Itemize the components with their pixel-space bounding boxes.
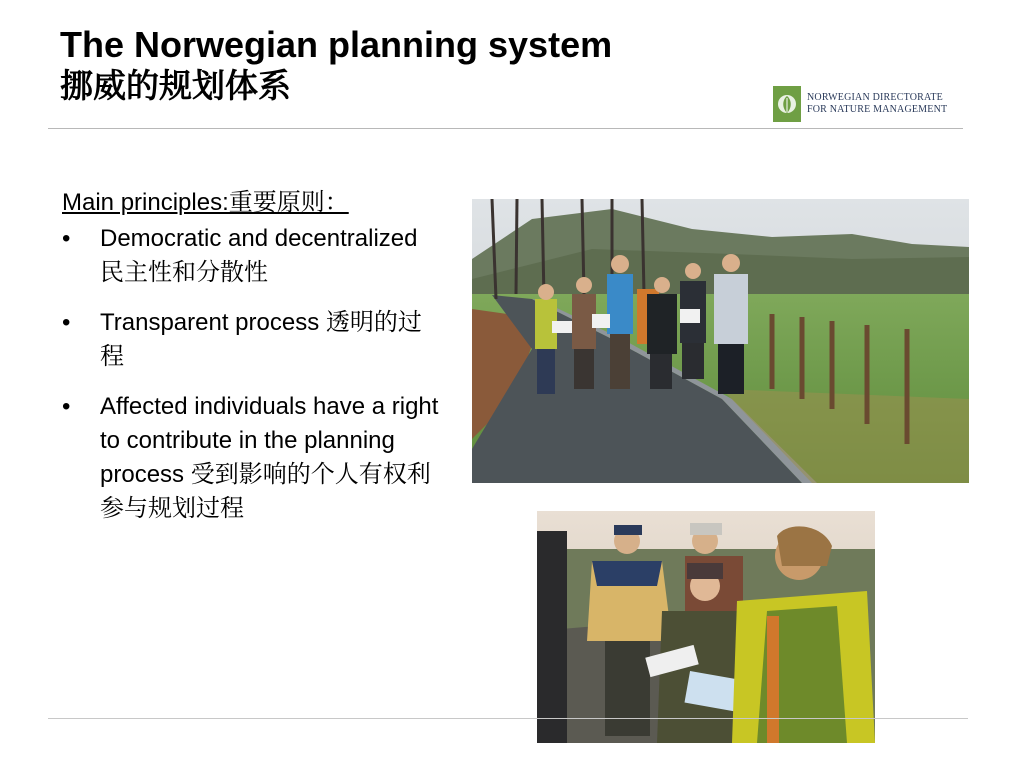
photo-map-reading-group: [537, 511, 875, 743]
leaf-logo-icon: [773, 86, 801, 122]
principles-heading: Main principles:重要原则：: [62, 189, 349, 216]
logo-line-2: FOR NATURE MANAGEMENT: [807, 104, 948, 115]
title-english: The Norwegian planning system: [60, 24, 613, 65]
photo-field-visit-road: [472, 199, 969, 483]
list-item: • Transparent process 透明的过程: [62, 306, 442, 374]
slide-title: [60, 25, 612, 107]
principles-list: [62, 222, 442, 526]
title-chinese: 挪威的规划体系: [60, 67, 291, 104]
list-item: • Democratic and decentralized 民主性和分散性: [62, 222, 442, 290]
principles-section: [62, 186, 442, 526]
list-item: • Affected individuals have a right to contribute in the planning process 受到影响的个人有权利参与规划过程: [62, 390, 442, 526]
footer-divider: [48, 718, 968, 719]
logo-line-1: NORWEGIAN DIRECTORATE: [807, 92, 943, 103]
header-divider: [48, 128, 963, 129]
directorate-logo: [773, 86, 947, 122]
